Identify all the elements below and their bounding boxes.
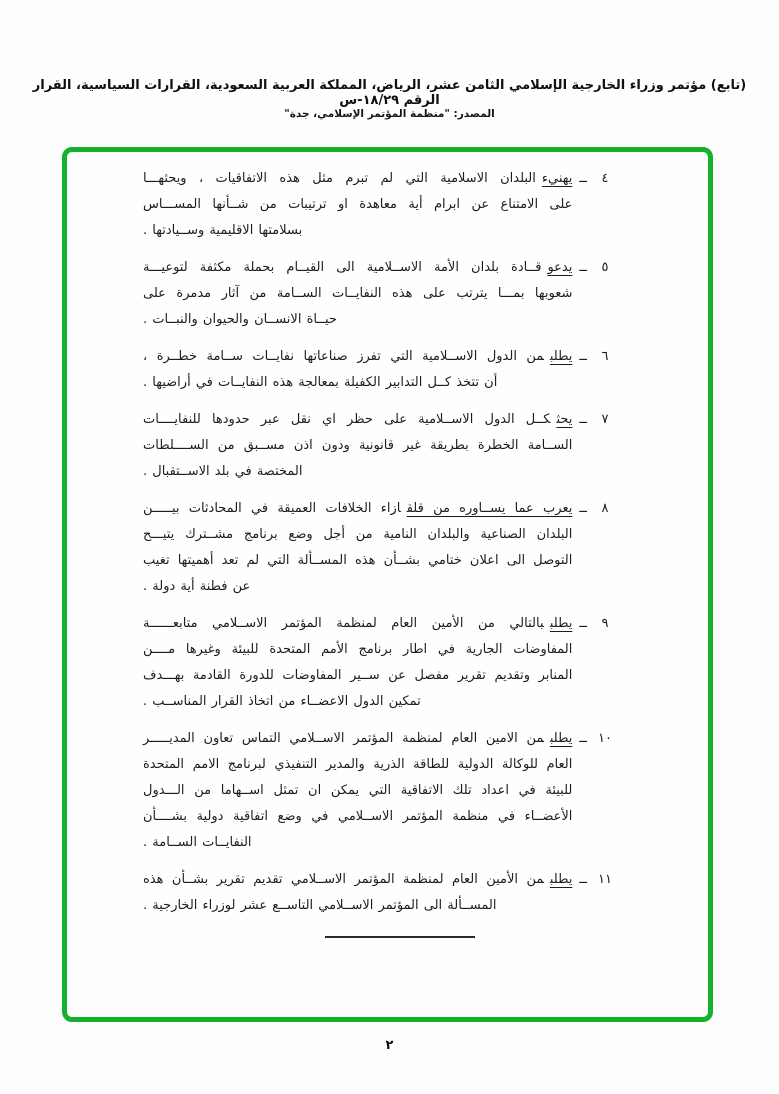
clause-text: [143, 255, 572, 333]
text-line: [143, 344, 572, 370]
page-number: ٢: [385, 1038, 394, 1053]
text-line: البلدان الصناعية والبلدان النامية من أجل وضع برنامج مشــترك يتيـــح: [143, 527, 573, 542]
resolution-clause-4: [143, 166, 616, 244]
clause-text: [143, 867, 572, 919]
clause-dash: ــ: [579, 731, 587, 746]
clause-lead-word: يطلب: [549, 616, 573, 631]
clause-number: ٨: [601, 501, 609, 516]
text-line-rest: من الأمين العام لمنظمة المؤتمر الاســلامي تقديم تقرير بشــأن هذه: [143, 872, 544, 887]
clause-lead-word: يطلب: [549, 872, 573, 887]
text-line: المنابر وتقديم تقرير مفصل عن ســير المفاوضات للدورة القادمة بهـــدف: [143, 668, 573, 683]
resolution-clause-6: [143, 344, 616, 396]
text-line: على الامتناع عن ابرام أية معاهدة او ترتيبات من شــأنها المســـاس: [143, 197, 573, 212]
text-line: [143, 611, 572, 637]
clause-lead-word: يعرب عما يســاوره من قلق: [406, 501, 573, 516]
clause-number: ٦: [601, 349, 609, 364]
text-line-rest: من الدول الاســلامية التي تفرز صناعاتها نفايــات ســامة خطــرة ،: [143, 349, 544, 364]
text-line: [143, 255, 572, 281]
clause-dash: ــ: [579, 171, 587, 186]
text-line-rest: من الامين العام لمنظمة المؤتمر الاســلامي التماس تعاون المديـــــر: [143, 731, 544, 746]
clause-number: ٥: [601, 260, 609, 275]
text-line: المفاوضات الجارية في اطار برنامج الأمم المتحدة للبيئة وغيرها مــــن: [143, 642, 573, 657]
clause-lead-word: يطلب: [549, 731, 573, 746]
text-line-rest: ازاء الخلافات العميقة في المحادثات بيـــــن: [143, 501, 401, 516]
clause-lead-word: يهنيء: [541, 171, 573, 186]
text-line-rest: قــادة بلدان الأمة الاســلامية الى القيــام بحملة مكثفة لتوعيـــة: [143, 260, 542, 275]
clause-text: [143, 611, 572, 715]
clause-dash: ــ: [579, 872, 587, 887]
clause-lead-word: يحث: [556, 412, 573, 427]
text-line: [143, 726, 572, 752]
text-line: [143, 407, 572, 433]
text-line-rest: البلدان الاسلامية التي لم تبرم مثل هذه الاتفاقيات ، ويحثهـــا: [143, 171, 536, 186]
clause-number: ٩: [601, 616, 609, 631]
text-line: المســألة الى المؤتمر الاســلامي التاســع عشر لوزراء الخارجية .: [143, 898, 497, 913]
text-line: [143, 166, 572, 192]
resolution-box: [62, 147, 713, 1022]
text-line: [143, 867, 572, 893]
clause-dash: ــ: [579, 412, 587, 427]
clause-text: [143, 344, 572, 396]
text-line: العام للوكالة الدولية للطاقة الذرية والمدير التنفيذي لبرنامج الامم المتحدة: [143, 757, 573, 772]
clause-dash: ــ: [579, 616, 587, 631]
resolution-clause-5: [143, 255, 616, 333]
resolution-clause-8: [143, 496, 616, 600]
clause-dash: ــ: [579, 501, 587, 516]
clause-text: [143, 166, 572, 244]
text-line: تمكين الدول الاعضــاء من اتخاذ القرار المناســب .: [143, 694, 421, 709]
resolution-clause-9: [143, 611, 616, 715]
clause-text: [143, 407, 572, 485]
resolution-clause-10: [143, 726, 616, 856]
clause-number: ١٠: [598, 731, 612, 746]
text-line: الســامة الخطرة بطريقة غير قانونية ودون اذن مســبق من الســــلطات: [143, 438, 573, 453]
document-title: (تابع) مؤتمر وزراء الخارجية الإسلامي الثامن عشر، الرياض، المملكة العربية السعودية، القرارات السياسية، القرار الرقم ١٨/٢٩-س: [32, 78, 747, 108]
text-line: [143, 496, 572, 522]
text-line: النفايــات الســامة .: [143, 835, 252, 850]
document-source: المصدر: "منظمة المؤتمر الإسلامي، جدة": [284, 108, 495, 120]
text-line: المختصة في بلد الاســتقبال .: [143, 464, 303, 479]
clause-dash: ــ: [579, 260, 587, 275]
end-divider: [325, 936, 475, 938]
text-line: حيــاة الانســان والحيوان والنبــات .: [143, 312, 337, 327]
clause-text: [143, 726, 572, 856]
clause-text: [143, 496, 572, 600]
text-line: عن فطنة أية دولة .: [143, 579, 251, 594]
text-line: التوصل الى اعلان ختامي بشــأن هذه المســألة التي لم تعد أهميتها تغيب: [143, 553, 573, 568]
text-line: شعوبها بمـــا يترتب على هذه النفايــات الســامة من آثار مدمرة على: [143, 286, 573, 301]
clause-number: ٧: [601, 412, 609, 427]
resolution-clause-7: [143, 407, 616, 485]
text-line: بسلامتها الاقليمية وســيادتها .: [143, 223, 303, 238]
clause-lead-word: يدعو: [547, 260, 573, 275]
text-line-rest: كــل الدول الاســلامية على حظر اي نقل عبر حدودها للنفايــــات: [143, 412, 551, 427]
text-line: للبيئة في اعداد تلك الاتفاقية التي يمكن ان تمثل اســهاما من الـــدول: [143, 783, 573, 798]
clause-lead-word: يطلب: [549, 349, 573, 364]
clause-number: ١١: [598, 872, 612, 887]
resolution-clause-11: [143, 867, 616, 919]
text-line: أن تتخذ كــل التدابير الكفيلة بمعالجة هذه النفايــات في أراضيها .: [143, 375, 498, 390]
text-line: الأعضــاء في منظمة المؤتمر الاســلامي في وضع اتفاقية دولية بشــــأن: [143, 809, 573, 824]
clause-dash: ــ: [579, 349, 587, 364]
text-line-rest: بالتالي من الأمين العام لمنظمة المؤتمر الاســلامي متابعــــــة: [143, 616, 544, 631]
clause-number: ٤: [601, 171, 609, 186]
